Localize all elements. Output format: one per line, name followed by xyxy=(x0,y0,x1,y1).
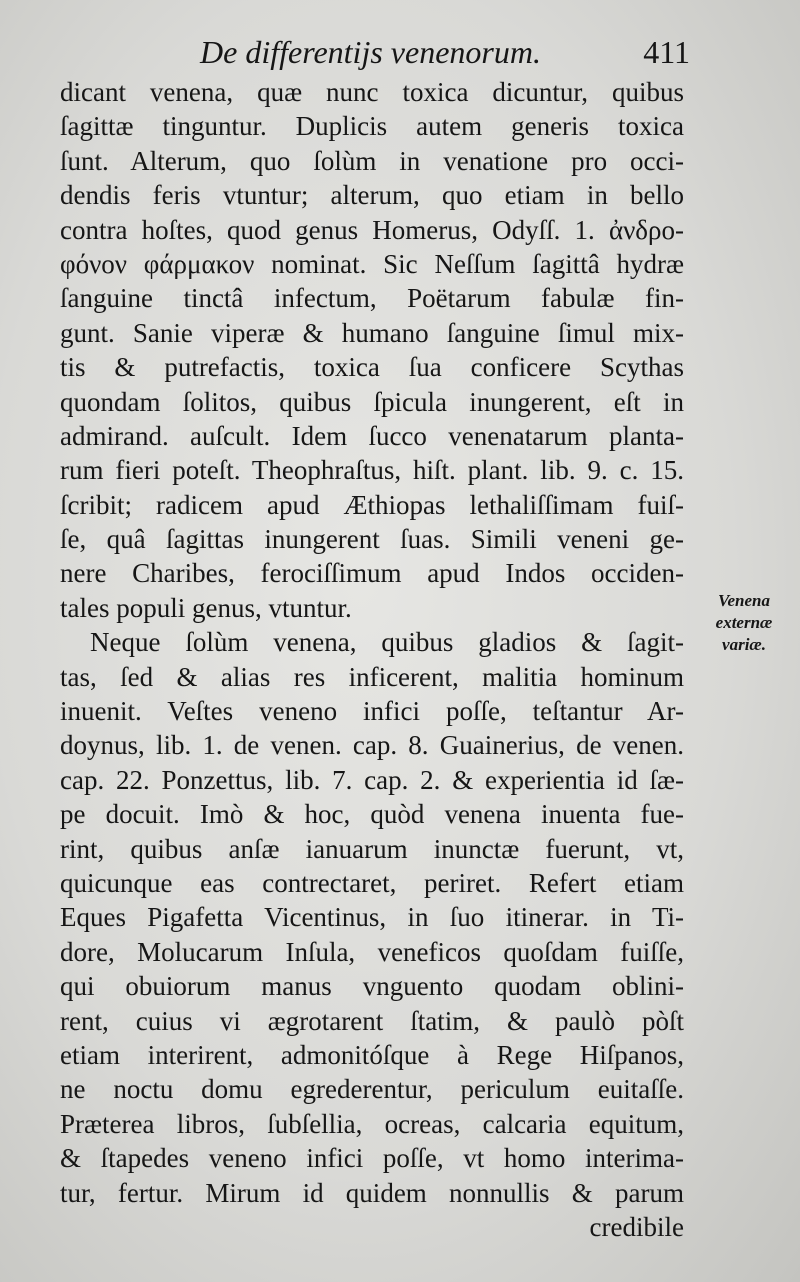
text-line: tas, ſed & alias res inficerent, malitia hominum xyxy=(60,661,684,692)
body-text xyxy=(60,75,684,1244)
text-line: quicunque eas contrectaret, periret. Refert etiam xyxy=(60,867,684,898)
text-line: tur, fertur. Mirum id quidem nonnullis & parum xyxy=(60,1177,684,1208)
text-line: tis & putrefactis, toxica ſua conficere Scythas xyxy=(60,352,684,383)
text-line: tales populi genus, vtuntur. xyxy=(60,592,352,623)
text-line: qui obuiorum manus vnguento quodam oblini- xyxy=(60,971,684,1002)
text-line: pe docuit. Imò & hoc, quòd venena inuenta fue- xyxy=(60,799,684,830)
text-line: Eques Pigafetta Vicentinus, in ſuo itinerar. in Ti- xyxy=(60,902,684,933)
text-line: gunt. Sanie viperæ & humano ſanguine ſimul mix- xyxy=(60,317,684,348)
text-line: inuenit. Veſtes veneno infici poſſe, teſtantur Ar- xyxy=(60,696,684,727)
running-title: De differentijs venenorum. xyxy=(200,34,541,70)
text-line: Præterea libros, ſubſellia, ocreas, calcaria equitum, xyxy=(60,1108,684,1139)
text-line: dendis feris vtuntur; alterum, quo etiam in bello xyxy=(60,180,684,211)
text-line: ſe, quâ ſagittas inungerent ſuas. Simili veneni ge- xyxy=(60,524,684,555)
text-line: rum fieri poteſt. Theophraſtus, hiſt. plant. lib. 9. c. 15. xyxy=(60,455,684,486)
text-line: contra hoſtes, quod genus Homerus, Odyſſ. 1. ἀνδρο- xyxy=(60,214,684,245)
catchword: credibile xyxy=(589,1211,684,1242)
text-line: & ſtapedes veneno infici poſſe, vt homo interima- xyxy=(60,1143,684,1174)
text-line: nere Charibes, ferociſſimum apud Indos occiden- xyxy=(60,558,684,589)
text-line: dicant venena, quæ nunc toxica dicuntur, quibus xyxy=(60,77,684,107)
page-number: 411 xyxy=(643,34,690,70)
text-line: etiam interirent, admonitóſque à Rege Hiſpanos, xyxy=(60,1039,684,1070)
text-line: Neque ſolùm venena, quibus gladios & ſagit- xyxy=(90,627,684,658)
text-line: admirand. auſcult. Idem ſucco venenatarum planta- xyxy=(60,420,684,451)
text-line: ſcribit; radicem apud Æthiopas lethaliſſimam fuiſ- xyxy=(60,489,684,520)
text-line: rent, cuius vi ægrotarent ſtatim, & paulò pòſt xyxy=(60,1005,684,1036)
text-line: ne noctu domu egrederentur, periculum euitaſſe. xyxy=(60,1074,684,1105)
margin-note xyxy=(694,590,794,656)
margin-note-line: variæ. xyxy=(722,635,766,654)
text-line: ſanguine tinctâ infectum, Poëtarum fabulæ fin- xyxy=(60,283,684,314)
text-line: ſunt. Alterum, quo ſolùm in venatione pro occi- xyxy=(60,145,684,176)
margin-note-line: externæ xyxy=(715,613,773,632)
text-line: φόνον φάρμακον nominat. Sic Neſſum ſagittâ hydræ xyxy=(60,248,684,279)
text-line: rint, quibus anſæ ianuarum inunctæ fuerunt, vt, xyxy=(60,833,684,864)
text-line: ſagittæ tinguntur. Duplicis autem generis toxica xyxy=(60,111,684,142)
text-line: dore, Molucarum Inſula, veneficos quoſdam fuiſſe, xyxy=(60,936,684,967)
text-line: cap. 22. Ponzettus, lib. 7. cap. 2. & experientia id ſæ- xyxy=(60,764,684,795)
text-line: quondam ſolitos, quibus ſpicula inungerent, eſt in xyxy=(60,386,684,417)
margin-note-line: Venena xyxy=(718,591,770,610)
text-line: doynus, lib. 1. de venen. cap. 8. Guainerius, de venen. xyxy=(60,730,684,761)
running-header xyxy=(200,32,690,72)
